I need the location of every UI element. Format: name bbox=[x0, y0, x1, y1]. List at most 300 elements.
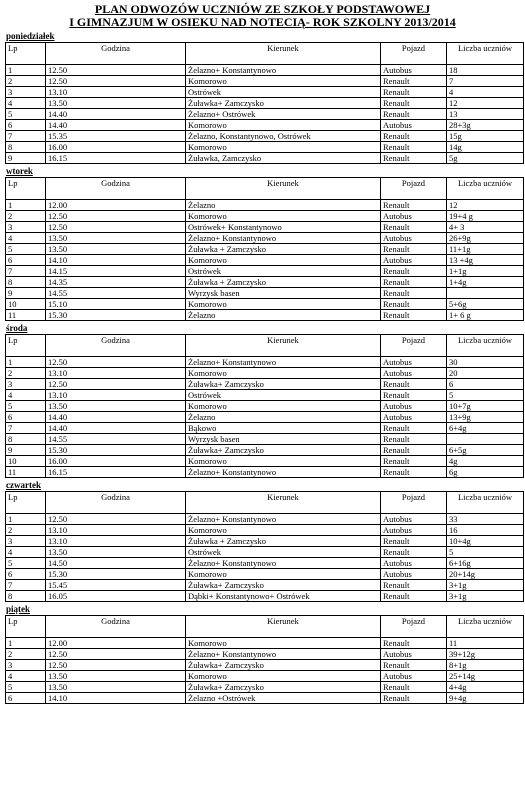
cell-godzina: 15.30 bbox=[46, 310, 186, 321]
cell-liczba: 5+6g bbox=[447, 299, 524, 310]
cell-pojazd: Renault bbox=[381, 591, 447, 602]
table-row bbox=[6, 525, 524, 536]
column-header-kierunek: Kierunek bbox=[186, 43, 381, 65]
cell-lp: 2 bbox=[6, 525, 46, 536]
cell-pojazd: Renault bbox=[381, 547, 447, 558]
cell-pojazd: Renault bbox=[381, 423, 447, 434]
cell-pojazd: Autobus bbox=[381, 120, 447, 131]
cell-kierunek: Komorowo bbox=[186, 401, 381, 412]
column-header-liczba: Liczba uczniów bbox=[447, 43, 524, 65]
column-header-pojazd: Pojazd bbox=[381, 43, 447, 65]
cell-liczba: 13 +4g bbox=[447, 255, 524, 266]
cell-pojazd: Autobus bbox=[381, 401, 447, 412]
cell-godzina: 12.50 bbox=[46, 649, 186, 660]
cell-liczba: 6 bbox=[447, 379, 524, 390]
table-header-row bbox=[6, 178, 524, 200]
cell-lp: 6 bbox=[6, 569, 46, 580]
table-row bbox=[6, 569, 524, 580]
cell-kierunek: Żuławka+ Zamczysko bbox=[186, 580, 381, 591]
cell-pojazd: Renault bbox=[381, 660, 447, 671]
table-row bbox=[6, 368, 524, 379]
column-header-liczba: Liczba uczniów bbox=[447, 492, 524, 514]
cell-liczba: 18 bbox=[447, 65, 524, 76]
cell-pojazd: Renault bbox=[381, 153, 447, 164]
day-label: poniedziałek bbox=[6, 31, 55, 41]
column-header-lp: Lp bbox=[6, 492, 46, 514]
column-header-lp: Lp bbox=[6, 43, 46, 65]
cell-pojazd: Renault bbox=[381, 456, 447, 467]
cell-lp: 7 bbox=[6, 266, 46, 277]
cell-kierunek: Żuławka+ Zamczysko bbox=[186, 445, 381, 456]
table-row bbox=[6, 211, 524, 222]
cell-lp: 1 bbox=[6, 514, 46, 525]
cell-liczba: 20+14g bbox=[447, 569, 524, 580]
cell-liczba: 6+4g bbox=[447, 423, 524, 434]
cell-pojazd: Renault bbox=[381, 222, 447, 233]
cell-kierunek: Żelazno, Konstantynowo, Ostrówek bbox=[186, 131, 381, 142]
cell-liczba bbox=[447, 288, 524, 299]
cell-kierunek: Żelazno+ Konstantynowo bbox=[186, 558, 381, 569]
cell-lp: 1 bbox=[6, 65, 46, 76]
cell-kierunek: Wyrzysk basen bbox=[186, 434, 381, 445]
column-header-godzina: Godzina bbox=[46, 43, 186, 65]
cell-kierunek: Żelazno bbox=[186, 310, 381, 321]
table-row bbox=[6, 87, 524, 98]
cell-lp: 8 bbox=[6, 434, 46, 445]
cell-kierunek: Żuławka+ Zamczysko bbox=[186, 682, 381, 693]
table-row bbox=[6, 682, 524, 693]
cell-liczba: 10+4g bbox=[447, 536, 524, 547]
cell-liczba: 12 bbox=[447, 200, 524, 211]
cell-lp: 8 bbox=[6, 591, 46, 602]
cell-liczba: 6+5g bbox=[447, 445, 524, 456]
cell-godzina: 13.50 bbox=[46, 401, 186, 412]
column-header-kierunek: Kierunek bbox=[186, 616, 381, 638]
cell-kierunek: Komorowo bbox=[186, 368, 381, 379]
table-row bbox=[6, 390, 524, 401]
cell-kierunek: Żuławka, Zamczysko bbox=[186, 153, 381, 164]
cell-liczba: 1+4g bbox=[447, 277, 524, 288]
cell-lp: 5 bbox=[6, 109, 46, 120]
day-section bbox=[0, 31, 525, 164]
cell-liczba: 4+4g bbox=[447, 682, 524, 693]
cell-godzina: 15.45 bbox=[46, 580, 186, 591]
cell-godzina: 12.50 bbox=[46, 357, 186, 368]
column-header-lp: Lp bbox=[6, 335, 46, 357]
table-row bbox=[6, 467, 524, 478]
cell-kierunek: Dąbki+ Konstantynowo+ Ostrówek bbox=[186, 591, 381, 602]
table-header-row bbox=[6, 335, 524, 357]
table-row bbox=[6, 558, 524, 569]
cell-pojazd: Renault bbox=[381, 310, 447, 321]
document-title bbox=[0, 0, 525, 29]
table-row bbox=[6, 536, 524, 547]
column-header-liczba: Liczba uczniów bbox=[447, 335, 524, 357]
cell-lp: 6 bbox=[6, 693, 46, 704]
cell-liczba: 4 bbox=[447, 87, 524, 98]
cell-liczba: 5 bbox=[447, 547, 524, 558]
cell-godzina: 14.35 bbox=[46, 277, 186, 288]
cell-godzina: 14.40 bbox=[46, 412, 186, 423]
cell-kierunek: Żelazno bbox=[186, 200, 381, 211]
table-row bbox=[6, 76, 524, 87]
cell-lp: 4 bbox=[6, 233, 46, 244]
table-row bbox=[6, 660, 524, 671]
cell-godzina: 12.50 bbox=[46, 514, 186, 525]
cell-godzina: 13.50 bbox=[46, 98, 186, 109]
cell-lp: 4 bbox=[6, 390, 46, 401]
cell-kierunek: Żelazno+ Konstantynowo bbox=[186, 649, 381, 660]
cell-godzina: 16.15 bbox=[46, 153, 186, 164]
day-label: środa bbox=[6, 323, 28, 333]
table-row bbox=[6, 65, 524, 76]
cell-godzina: 14.15 bbox=[46, 266, 186, 277]
column-header-godzina: Godzina bbox=[46, 492, 186, 514]
cell-pojazd: Autobus bbox=[381, 211, 447, 222]
table-header-row bbox=[6, 43, 524, 65]
cell-lp: 4 bbox=[6, 98, 46, 109]
day-section bbox=[0, 480, 525, 602]
column-header-kierunek: Kierunek bbox=[186, 178, 381, 200]
cell-godzina: 13.10 bbox=[46, 536, 186, 547]
cell-pojazd: Renault bbox=[381, 142, 447, 153]
cell-godzina: 15.35 bbox=[46, 131, 186, 142]
table-row bbox=[6, 357, 524, 368]
column-header-lp: Lp bbox=[6, 178, 46, 200]
cell-lp: 2 bbox=[6, 368, 46, 379]
cell-lp: 9 bbox=[6, 288, 46, 299]
cell-kierunek: Komorowo bbox=[186, 525, 381, 536]
cell-kierunek: Komorowo bbox=[186, 255, 381, 266]
cell-godzina: 13.10 bbox=[46, 368, 186, 379]
cell-godzina: 14.50 bbox=[46, 558, 186, 569]
cell-pojazd: Autobus bbox=[381, 357, 447, 368]
cell-liczba: 3+1g bbox=[447, 580, 524, 591]
cell-lp: 9 bbox=[6, 445, 46, 456]
cell-godzina: 13.50 bbox=[46, 671, 186, 682]
table-row bbox=[6, 412, 524, 423]
cell-godzina: 14.40 bbox=[46, 120, 186, 131]
table-row bbox=[6, 222, 524, 233]
cell-liczba: 39+12g bbox=[447, 649, 524, 660]
day-section bbox=[0, 323, 525, 478]
cell-kierunek: Ostrówek bbox=[186, 547, 381, 558]
cell-pojazd: Renault bbox=[381, 299, 447, 310]
cell-lp: 4 bbox=[6, 671, 46, 682]
cell-pojazd: Renault bbox=[381, 200, 447, 211]
cell-kierunek: Żuławka + Zamczysko bbox=[186, 277, 381, 288]
cell-lp: 3 bbox=[6, 660, 46, 671]
cell-lp: 6 bbox=[6, 120, 46, 131]
cell-godzina: 12.50 bbox=[46, 65, 186, 76]
table-row bbox=[6, 580, 524, 591]
cell-kierunek: Komorowo bbox=[186, 211, 381, 222]
cell-pojazd: Renault bbox=[381, 266, 447, 277]
column-header-godzina: Godzina bbox=[46, 178, 186, 200]
cell-kierunek: Żuławka+ Zamczysko bbox=[186, 660, 381, 671]
cell-pojazd: Renault bbox=[381, 390, 447, 401]
cell-liczba: 5g bbox=[447, 153, 524, 164]
table-row bbox=[6, 153, 524, 164]
cell-kierunek: Żelazno +Ostrówek bbox=[186, 693, 381, 704]
table-row bbox=[6, 445, 524, 456]
cell-liczba: 25+14g bbox=[447, 671, 524, 682]
cell-pojazd: Autobus bbox=[381, 65, 447, 76]
table-row bbox=[6, 288, 524, 299]
day-label: czwartek bbox=[6, 480, 41, 490]
cell-lp: 1 bbox=[6, 638, 46, 649]
cell-godzina: 12.50 bbox=[46, 211, 186, 222]
table-row bbox=[6, 434, 524, 445]
schedule-table bbox=[5, 334, 524, 478]
cell-pojazd: Autobus bbox=[381, 255, 447, 266]
cell-kierunek: Żelazno+ Ostrówek bbox=[186, 109, 381, 120]
table-row bbox=[6, 649, 524, 660]
cell-liczba: 26+9g bbox=[447, 233, 524, 244]
table-row bbox=[6, 547, 524, 558]
cell-kierunek: Wyrzysk basen bbox=[186, 288, 381, 299]
cell-pojazd: Autobus bbox=[381, 233, 447, 244]
cell-godzina: 12.50 bbox=[46, 379, 186, 390]
cell-lp: 10 bbox=[6, 456, 46, 467]
cell-kierunek: Komorowo bbox=[186, 299, 381, 310]
cell-kierunek: Komorowo bbox=[186, 456, 381, 467]
column-header-liczba: Liczba uczniów bbox=[447, 178, 524, 200]
cell-kierunek: Żelazno+ Konstantynowo bbox=[186, 357, 381, 368]
cell-kierunek: Bąkowo bbox=[186, 423, 381, 434]
cell-liczba: 19+4 g bbox=[447, 211, 524, 222]
cell-liczba: 11 bbox=[447, 638, 524, 649]
cell-kierunek: Komorowo bbox=[186, 120, 381, 131]
cell-pojazd: Renault bbox=[381, 98, 447, 109]
cell-liczba: 8+1g bbox=[447, 660, 524, 671]
cell-kierunek: Żuławka + Zamczysko bbox=[186, 536, 381, 547]
cell-lp: 4 bbox=[6, 547, 46, 558]
cell-godzina: 14.10 bbox=[46, 255, 186, 266]
cell-lp: 5 bbox=[6, 401, 46, 412]
table-row bbox=[6, 514, 524, 525]
cell-kierunek: Żelazno+ Konstantynowo bbox=[186, 233, 381, 244]
table-header-row bbox=[6, 616, 524, 638]
cell-pojazd: Autobus bbox=[381, 514, 447, 525]
cell-pojazd: Renault bbox=[381, 76, 447, 87]
cell-godzina: 12.50 bbox=[46, 76, 186, 87]
cell-kierunek: Żuławka + Zamczysko bbox=[186, 244, 381, 255]
cell-liczba: 6+16g bbox=[447, 558, 524, 569]
table-row bbox=[6, 142, 524, 153]
cell-pojazd: Renault bbox=[381, 87, 447, 98]
cell-pojazd: Renault bbox=[381, 109, 447, 120]
table-row bbox=[6, 255, 524, 266]
table-row bbox=[6, 131, 524, 142]
cell-lp: 11 bbox=[6, 310, 46, 321]
table-row bbox=[6, 638, 524, 649]
cell-lp: 5 bbox=[6, 558, 46, 569]
cell-pojazd: Renault bbox=[381, 288, 447, 299]
table-row bbox=[6, 266, 524, 277]
cell-pojazd: Autobus bbox=[381, 368, 447, 379]
table-row bbox=[6, 693, 524, 704]
column-header-pojazd: Pojazd bbox=[381, 335, 447, 357]
cell-godzina: 16.00 bbox=[46, 142, 186, 153]
cell-liczba: 13+9g bbox=[447, 412, 524, 423]
cell-godzina: 14.55 bbox=[46, 288, 186, 299]
table-row bbox=[6, 591, 524, 602]
cell-pojazd: Renault bbox=[381, 244, 447, 255]
column-header-pojazd: Pojazd bbox=[381, 492, 447, 514]
title-line-1: PLAN ODWOZÓW UCZNIÓW ZE SZKOŁY PODSTAWOWEJ bbox=[94, 2, 431, 16]
cell-liczba: 4+ 3 bbox=[447, 222, 524, 233]
table-header-row bbox=[6, 492, 524, 514]
cell-godzina: 16.15 bbox=[46, 467, 186, 478]
cell-pojazd: Renault bbox=[381, 445, 447, 456]
cell-godzina: 14.40 bbox=[46, 109, 186, 120]
cell-pojazd: Renault bbox=[381, 277, 447, 288]
schedule-table bbox=[5, 177, 524, 321]
cell-lp: 8 bbox=[6, 142, 46, 153]
cell-liczba: 15g bbox=[447, 131, 524, 142]
cell-lp: 7 bbox=[6, 580, 46, 591]
cell-pojazd: Renault bbox=[381, 580, 447, 591]
cell-pojazd: Renault bbox=[381, 536, 447, 547]
cell-godzina: 13.50 bbox=[46, 244, 186, 255]
cell-lp: 3 bbox=[6, 379, 46, 390]
table-row bbox=[6, 310, 524, 321]
cell-kierunek: Żelazno+ Konstantynowo bbox=[186, 467, 381, 478]
cell-pojazd: Renault bbox=[381, 693, 447, 704]
title-line-2: I GIMNAZJUM W OSIEKU NAD NOTECIĄ- ROK SZKOLNY 2013/2014 bbox=[69, 15, 456, 29]
cell-godzina: 13.10 bbox=[46, 525, 186, 536]
cell-pojazd: Renault bbox=[381, 682, 447, 693]
day-label: piątek bbox=[6, 604, 31, 614]
cell-pojazd: Renault bbox=[381, 434, 447, 445]
schedule-table bbox=[5, 615, 524, 704]
table-row bbox=[6, 244, 524, 255]
cell-kierunek: Komorowo bbox=[186, 671, 381, 682]
cell-godzina: 12.00 bbox=[46, 200, 186, 211]
cell-liczba: 33 bbox=[447, 514, 524, 525]
table-row bbox=[6, 109, 524, 120]
cell-lp: 2 bbox=[6, 211, 46, 222]
day-label: wtorek bbox=[6, 166, 33, 176]
cell-lp: 2 bbox=[6, 649, 46, 660]
cell-lp: 3 bbox=[6, 222, 46, 233]
cell-lp: 7 bbox=[6, 423, 46, 434]
cell-lp: 2 bbox=[6, 76, 46, 87]
table-row bbox=[6, 277, 524, 288]
cell-kierunek: Komorowo bbox=[186, 638, 381, 649]
cell-liczba: 9+4g bbox=[447, 693, 524, 704]
cell-pojazd: Autobus bbox=[381, 525, 447, 536]
table-row bbox=[6, 456, 524, 467]
table-row bbox=[6, 120, 524, 131]
table-row bbox=[6, 233, 524, 244]
cell-lp: 6 bbox=[6, 255, 46, 266]
cell-liczba: 7 bbox=[447, 76, 524, 87]
cell-godzina: 13.10 bbox=[46, 87, 186, 98]
cell-lp: 3 bbox=[6, 87, 46, 98]
cell-lp: 7 bbox=[6, 131, 46, 142]
cell-kierunek: Komorowo bbox=[186, 142, 381, 153]
cell-kierunek: Żuławka+ Zamczysko bbox=[186, 379, 381, 390]
column-header-liczba: Liczba uczniów bbox=[447, 616, 524, 638]
table-row bbox=[6, 401, 524, 412]
column-header-pojazd: Pojazd bbox=[381, 178, 447, 200]
cell-pojazd: Renault bbox=[381, 638, 447, 649]
cell-lp: 9 bbox=[6, 153, 46, 164]
cell-kierunek: Ostrówek bbox=[186, 87, 381, 98]
cell-kierunek: Żelazno+ Konstantynowo bbox=[186, 514, 381, 525]
cell-godzina: 12.50 bbox=[46, 660, 186, 671]
cell-liczba: 13 bbox=[447, 109, 524, 120]
cell-liczba: 28+3g bbox=[447, 120, 524, 131]
table-row bbox=[6, 299, 524, 310]
cell-lp: 6 bbox=[6, 412, 46, 423]
schedule bbox=[0, 31, 525, 704]
cell-liczba bbox=[447, 434, 524, 445]
column-header-lp: Lp bbox=[6, 616, 46, 638]
cell-godzina: 12.50 bbox=[46, 222, 186, 233]
cell-pojazd: Autobus bbox=[381, 569, 447, 580]
cell-liczba: 5 bbox=[447, 390, 524, 401]
cell-kierunek: Ostrówek bbox=[186, 266, 381, 277]
cell-liczba: 14g bbox=[447, 142, 524, 153]
cell-pojazd: Autobus bbox=[381, 412, 447, 423]
table-row bbox=[6, 98, 524, 109]
schedule-table bbox=[5, 491, 524, 602]
day-section bbox=[0, 604, 525, 704]
cell-pojazd: Autobus bbox=[381, 558, 447, 569]
cell-liczba: 3+1g bbox=[447, 591, 524, 602]
cell-liczba: 11+1g bbox=[447, 244, 524, 255]
cell-godzina: 13.50 bbox=[46, 233, 186, 244]
cell-kierunek: Ostrówek bbox=[186, 390, 381, 401]
cell-pojazd: Autobus bbox=[381, 671, 447, 682]
cell-kierunek: Ostrówek+ Konstantynowo bbox=[186, 222, 381, 233]
cell-lp: 3 bbox=[6, 536, 46, 547]
column-header-kierunek: Kierunek bbox=[186, 335, 381, 357]
column-header-godzina: Godzina bbox=[46, 616, 186, 638]
cell-godzina: 14.55 bbox=[46, 434, 186, 445]
cell-kierunek: Komorowo bbox=[186, 76, 381, 87]
cell-godzina: 16.05 bbox=[46, 591, 186, 602]
cell-kierunek: Żelazno bbox=[186, 412, 381, 423]
cell-kierunek: Komorowo bbox=[186, 569, 381, 580]
cell-godzina: 12.00 bbox=[46, 638, 186, 649]
cell-godzina: 15.30 bbox=[46, 445, 186, 456]
cell-liczba: 10+7g bbox=[447, 401, 524, 412]
cell-pojazd: Renault bbox=[381, 379, 447, 390]
column-header-godzina: Godzina bbox=[46, 335, 186, 357]
cell-pojazd: Renault bbox=[381, 467, 447, 478]
table-row bbox=[6, 423, 524, 434]
table-row bbox=[6, 200, 524, 211]
cell-godzina: 13.10 bbox=[46, 390, 186, 401]
cell-godzina: 14.10 bbox=[46, 693, 186, 704]
cell-pojazd: Autobus bbox=[381, 649, 447, 660]
cell-godzina: 13.50 bbox=[46, 547, 186, 558]
cell-godzina: 15.30 bbox=[46, 569, 186, 580]
cell-godzina: 15.10 bbox=[46, 299, 186, 310]
schedule-table bbox=[5, 42, 524, 164]
cell-liczba: 20 bbox=[447, 368, 524, 379]
cell-lp: 5 bbox=[6, 244, 46, 255]
cell-liczba: 16 bbox=[447, 525, 524, 536]
column-header-kierunek: Kierunek bbox=[186, 492, 381, 514]
cell-godzina: 13.50 bbox=[46, 682, 186, 693]
cell-liczba: 30 bbox=[447, 357, 524, 368]
cell-lp: 11 bbox=[6, 467, 46, 478]
